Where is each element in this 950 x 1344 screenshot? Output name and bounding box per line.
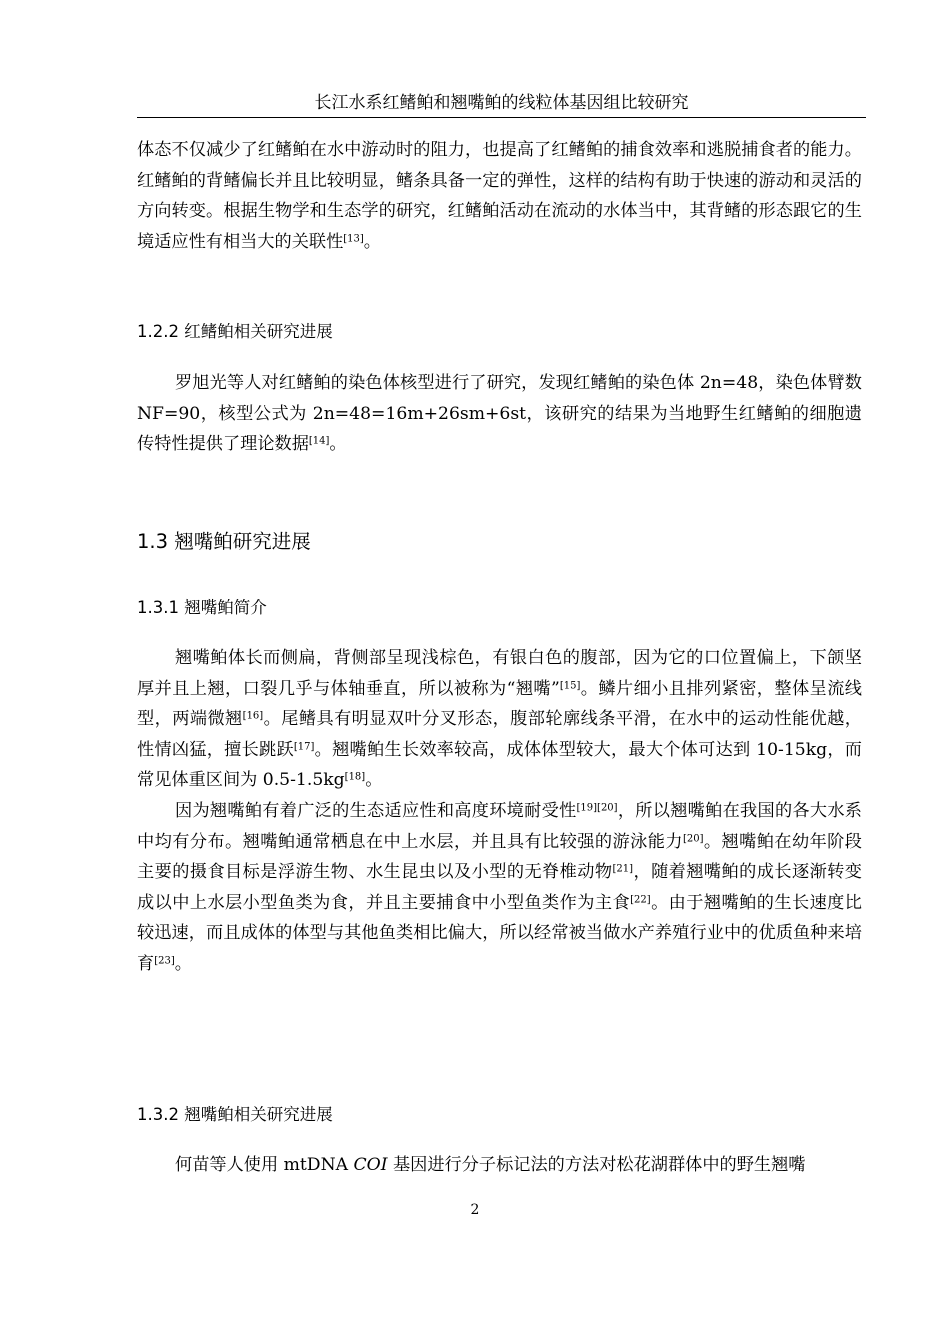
paragraph-text: 。尾鳍具有明显双叶分叉形态，腹部轮廓线条平滑，在水中的运动性能优越，性情凶猛，擅长跳跃 — [137, 709, 862, 760]
paragraph-text: 。翘嘴鲌在幼年阶段主要的摄食目标是浮游生物、水生昆虫以及小型的无脊椎动物 — [137, 831, 862, 883]
paragraph-text: 。鳞片细小且排列紧密，整体呈流线型，两端微翘 — [137, 678, 862, 730]
section-heading-1-3-2: 1.3.2 翘嘴鲌相关研究进展 — [137, 1105, 333, 1124]
paragraph-ecology — [137, 796, 862, 980]
paragraph-text: ，随着翘嘴鲌的成长逐渐转变成以中上水层小型鱼类为食，并且主要捕食中小型鱼类作为主食 — [137, 862, 862, 913]
citation: [23] — [154, 955, 175, 967]
citation: [22] — [630, 894, 651, 906]
citation: [18] — [344, 771, 366, 783]
paragraph-dorsal-fin — [137, 135, 862, 257]
section-heading-1-3: 1.3 翘嘴鲌研究进展 — [137, 530, 311, 553]
citation: [20] — [682, 833, 704, 845]
paragraph-text: ，所以翘嘴鲌在我国的各大水系中均有分布。翘嘴鲌通常栖息在中上水层，并且具有比较强的游泳能力 — [137, 800, 862, 852]
paragraph-text: 罗旭光等人对红鳍鲌的染色体核型进行了研究，发现红鳍鲌的染色体 2n=48，染色体臂数 NF=90，核型公式为 2n=48=16m+26sm+6st，该研究的结果为当地野生红鳍鲌的细胞遗传特性提供了理论数据 — [137, 373, 862, 455]
citation: [21] — [612, 863, 634, 875]
citation: [17] — [293, 741, 315, 753]
citation: [13] — [343, 233, 364, 245]
gene-name: COI — [353, 1155, 388, 1175]
paragraph-text: 何苗等人使用 mtDNA — [175, 1155, 354, 1175]
paragraph-text: 因为翘嘴鲌有着广泛的生态适应性和高度环境耐受性 — [175, 800, 577, 821]
paragraph-morphology — [137, 643, 862, 980]
paragraph-molecular-markers — [137, 1150, 862, 1181]
paragraph-text: 。由于翘嘴鲌的生长速度比较迅速，而且成体的体型与其他鱼类相比偏大，所以经常被当做水产养殖行业中的优质鱼种来培育 — [137, 892, 862, 974]
paragraph-text: 。 — [174, 953, 192, 974]
paragraph-text: 。 — [365, 770, 383, 791]
paragraph-text: 。翘嘴鲌生长效率较高，成体体型较大，最大个体可达到 10-15kg，而常见体重区间为 0.5-1.5kg — [137, 739, 862, 791]
section-heading-1-3-1: 1.3.1 翘嘴鲌简介 — [137, 598, 267, 617]
paragraph-karyotype — [137, 368, 862, 460]
citation: [19][20] — [576, 802, 618, 814]
paragraph-text: 。 — [329, 434, 347, 455]
running-header: 长江水系红鳍鲌和翘嘴鲌的线粒体基因组比较研究 — [137, 92, 866, 118]
page-number: 2 — [470, 1202, 480, 1218]
paragraph-text: 。 — [363, 231, 381, 252]
citation: [14] — [308, 435, 330, 447]
paragraph-text: 翘嘴鲌体长而侧扁，背侧部呈现浅棕色，有银白色的腹部，因为它的口位置偏上，下颌坚厚并且上翘，口裂几乎与体轴垂直，所以被称为“翘嘴” — [137, 648, 862, 699]
section-heading-1-2-2: 1.2.2 红鳍鲌相关研究进展 — [137, 322, 333, 341]
paragraph-text: 基因进行分子标记法的方法对松花湖群体中的野生翘嘴 — [387, 1155, 806, 1175]
paragraph-text: 体态不仅减少了红鳍鲌在水中游动时的阻力，也提高了红鳍鲌的捕食效率和逃脱捕食者的能力。红鳍鲌的背鳍偏长并且比较明显，鳍条具备一定的弹性，这样的结构有助于快速的游动和灵活的方向转变。根据生物学和生态学的研究，红鳍鲌活动在流动的水体当中，其背鳍的形态跟它的生境适应性有相当大的关联性 — [137, 140, 862, 252]
citation: [16] — [242, 710, 264, 722]
citation: [15] — [559, 680, 581, 692]
